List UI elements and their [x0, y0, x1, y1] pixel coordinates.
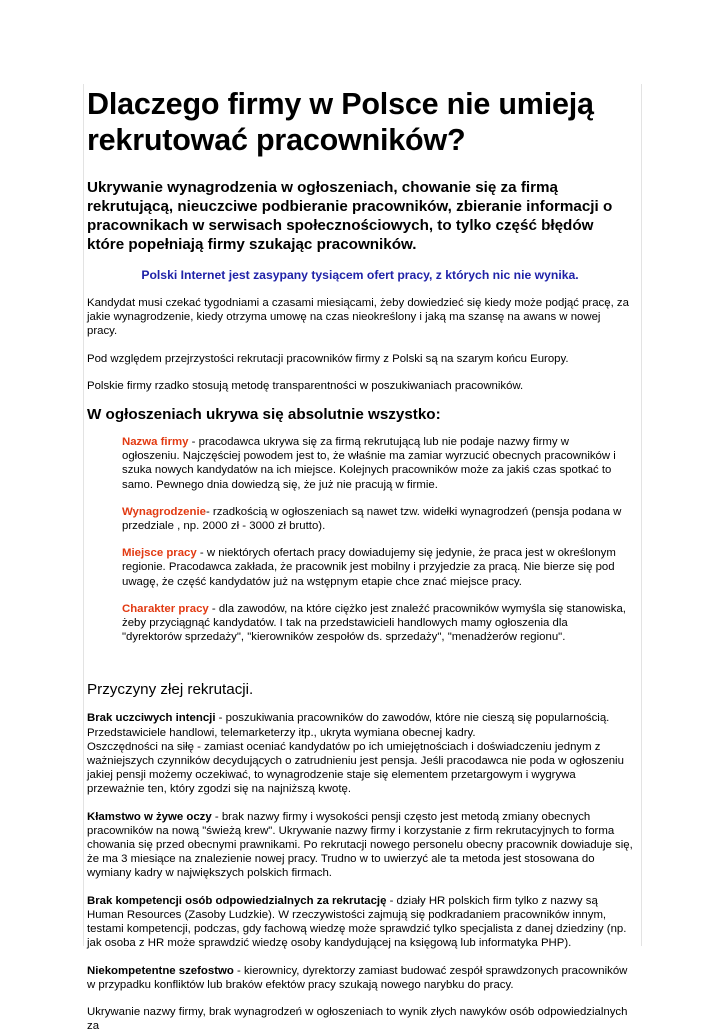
- cause-term: Kłamstwo w żywe oczy: [87, 810, 212, 823]
- item-text: - w niektórych ofertach pracy dowiadujemy się jedynie, że praca jest w określonym regionie. Pracodawca zakłada, że pracownik jest mobilny i przyjedzie za pracą. Nie bierze się pod uwagę, że część kandydatów już na wstępnym etapie chce znać miejsce pracy.: [122, 547, 616, 588]
- article: [87, 86, 633, 1033]
- right-margin-line: [641, 84, 642, 946]
- cause-paragraph: [87, 711, 633, 796]
- cause-term: Brak uczciwych intencji: [87, 712, 216, 725]
- cause-paragraph: [87, 964, 633, 992]
- item-text: - pracodawca ukrywa się za firmą rekrutującą lub nie podaje nazwy firmy w ogłoszeniu. Najczęściej powodem jest to, że właśnie ma zamiar wyrzucić obecnych pracowników i szuka nowych kandydatów na ich miejsce. Kolejnych pracowników może za jakiś czas spotkać to samo. Pewnego dnia dowiedzą się, że już nie pracują w firmie.: [122, 436, 616, 491]
- cause-text: - brak nazwy firmy i wysokości pensji często jest metodą zmiany obecnych pracowników na nową "świeżą krew". Ukrywanie nazwy firmy i korzystanie z firm rekrutacyjnych to forma chowania się przed obecnymi prawnikami. Po rekrutacji nowego personelu obecny pracownik dowiaduje się, że ma 3 miesiące na znalezienie nowej pracy. Trudno w to uwierzyć ale ta metoda jest stosowana do wymiany kadry w największych polskich firmach.: [87, 810, 633, 880]
- cause-term: Brak kompetencji osób odpowiedzialnych za rekrutację: [87, 894, 387, 907]
- article-title: Dlaczego firmy w Polsce nie umieją rekrutować pracowników?: [87, 87, 594, 157]
- intro-paragraph: Pod względem przejrzystości rekrutacji pracowników firmy z Polski są na szarym końcu Europy.: [87, 352, 569, 365]
- list-item: [122, 435, 627, 492]
- cause-extra: Oszczędności na siłę - zamiast oceniać kandydatów po ich umiejętnościach i doświadczeniu jednym z ważniejszych czynników decydujących o zatrudnieniu jest pensja. Jeśli pracodawca nie poda w ogłoszeniu jakiej pensji możemy oczekiwać, to wynagrodzenie staje się elementem przetargowym i wygrywa przeważnie ten, który zgodzi się na najniższą kwotę.: [87, 740, 624, 796]
- intro-paragraph: Polskie firmy rzadko stosują metodę transparentności w poszukiwaniach pracowników.: [87, 379, 524, 392]
- article-lead: Ukrywanie wynagrodzenia w ogłoszeniach, chowanie się za firmą rekrutującą, nieuczciwe podbieranie pracowników, zbieranie informacji o pracownikach w serwisach społecznościowych, to tylko część błędów które popełniają firmy szukając pracowników.: [87, 179, 613, 253]
- cause-text: - działy HR polskich firm tylko z nazwy są Human Resources (Zasoby Ludzkie). W rzeczywistości zajmują się podkradaniem pracowników innym, testami kompetencji, podczas, gdy fachową wiedzę może sprawdzić tylko specjalista z danej dziedziny (np. jak osoba z HR może sprawdzić wiedzę osoby kandydującej na księgową lub informatyka PHP).: [87, 894, 627, 950]
- cause-term: Niekompetentne szefostwo: [87, 964, 234, 977]
- cause-paragraph: [87, 810, 633, 881]
- cause-text: - kierownicy, dyrektorzy zamiast budować zespół sprawdzonych pracowników w przypadku konfliktów lub braków efektów pracy szukają nowego narybku do pracy.: [87, 964, 628, 991]
- intro-paragraph: Kandydat musi czekać tygodniami a czasami miesiącami, żeby dowiedzieć się kiedy może podjąć pracę, za jakie wynagrodzenie, kiedy otrzyma umowę na czas nieokreślony i jaką ma szansę na awans w nowej pracy.: [87, 297, 629, 338]
- highlight-text: Polski Internet jest zasypany tysiącem ofert pracy, z których nic nie wynika.: [141, 268, 579, 282]
- left-margin-line: [83, 84, 84, 946]
- section1-heading: W ogłoszeniach ukrywa się absolutnie wszystko:: [87, 406, 441, 424]
- item-term: Wynagrodzenie: [122, 505, 206, 518]
- cause-paragraph: [87, 894, 633, 951]
- section2-heading: Przyczyny złej rekrutacji.: [87, 681, 254, 699]
- item-term: Charakter pracy: [122, 602, 209, 615]
- list-item: [122, 546, 627, 589]
- item-text: - rzadkością w ogłoszeniach są nawet tzw. widełki wynagrodzeń (pensja podana w przedziale , np. 2000 zł - 3000 zł brutto).: [122, 505, 622, 533]
- list-item: [122, 602, 627, 645]
- list-item: [122, 505, 627, 533]
- closing-paragraph: Ukrywanie nazwy firmy, brak wynagrodzeń w ogłoszeniach to wynik złych nawyków osób odpowiedzialnych za: [87, 1005, 628, 1033]
- item-term: Nazwa firmy: [122, 436, 189, 449]
- cause-text: - poszukiwania pracowników do zawodów, które nie cieszą się popularnością. Przedstawiciele handlowi, telemarketerzy itp., ukryta wymiana obecnej kadry.: [87, 712, 610, 739]
- item-text: - dla zawodów, na które ciężko jest znaleźć pracowników wymyśla się stanowiska, żeby przyciągnąć kandydatów. I tak na przedstawicieli handlowych mamy ogłoszenia dla "dyrektorów sprzedaży", "kierowników zespołów ds. sprzedaży", "menadżerów regionu".: [122, 602, 626, 644]
- item-term: Miejsce pracy: [122, 547, 197, 560]
